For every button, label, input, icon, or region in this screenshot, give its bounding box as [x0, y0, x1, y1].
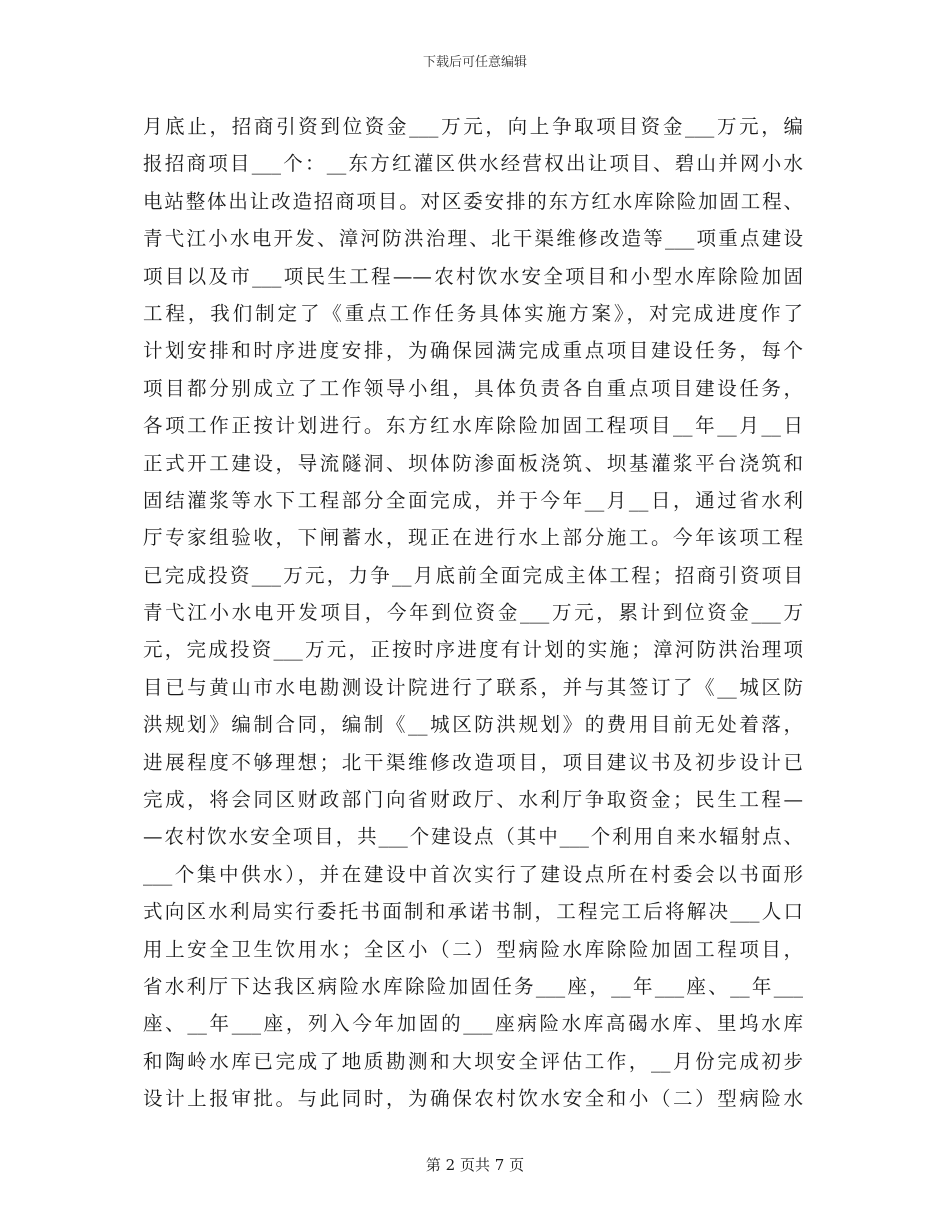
body-line: 洪规划》编制合同，编制《__城区防洪规划》的费用目前无处着落， [143, 713, 803, 737]
body-line: 工程，我们制定了《重点工作任务具体实施方案》，对完成进度作了 [143, 301, 803, 325]
body-line: 报招商项目___个：__东方红灌区供水经营权出让项目、碧山并网小水 [143, 152, 803, 176]
body-line: 项目都分别成立了工作领导小组，具体负责各自重点项目建设任务， [143, 376, 803, 400]
page-number-footer: 第 2 页共 7 页 [425, 1156, 525, 1174]
body-line: 省水利厅下达我区病险水库除险加固任务___座，__年___座、__年___ [143, 974, 803, 998]
document-body [143, 108, 803, 1118]
body-line: 设计上报审批。与此同时，为确保农村饮水安全和小（二）型病险水 [143, 1087, 803, 1111]
body-line: 月底止，招商引资到位资金___万元，向上争取项目资金___万元，编 [143, 115, 803, 138]
body-line: 正式开工建设，导流隧洞、坝体防渗面板浇筑、坝基灌浆平台浇筑和 [143, 451, 803, 475]
body-line: 座、__年___座，列入今年加固的___座病险水库高碣水库、里坞水库 [143, 1012, 803, 1036]
body-line: 青弋江小水电开发项目，今年到位资金___万元，累计到位资金___万 [143, 601, 803, 625]
body-line: 完成，将会同区财政部门向省财政厅、水利厅争取资金；民生工程— [143, 788, 803, 812]
body-line: 已完成投资___万元，力争__月底前全面完成主体工程；招商引资项目 [143, 563, 803, 587]
body-line: 厅专家组验收，下闸蓄水，现正在进行水上部分施工。今年该项工程 [143, 526, 803, 550]
body-line: 和陶岭水库已完成了地质勘测和大坝安全评估工作，__月份完成初步 [143, 1049, 803, 1073]
body-line: ___个集中供水），并在建设中首次实行了建设点所在村委会以书面形 [143, 862, 803, 886]
body-line: 进展程度不够理想；北干渠维修改造项目，项目建议书及初步设计已 [143, 750, 803, 774]
body-line: 电站整体出让改造招商项目。对区委安排的东方红水库除险加固工程、 [143, 189, 803, 213]
body-line: 青弋江小水电开发、漳河防洪治理、北干渠维修改造等___项重点建设 [143, 227, 803, 251]
body-line: 各项工作正按计划进行。东方红水库除险加固工程项目__年__月__日 [143, 414, 803, 438]
body-line: —农村饮水安全项目，共___个建设点（其中___个利用自来水辐射点、 [143, 825, 803, 849]
body-line: 用上安全卫生饮用水；全区小（二）型病险水库除险加固工程项目， [143, 937, 803, 961]
page-header-note: 下载后可任意编辑 [422, 55, 527, 70]
body-line: 元，完成投资___万元，正按时序进度有计划的实施；漳河防洪治理项 [143, 638, 803, 662]
body-line: 固结灌浆等水下工程部分全面完成，并于今年__月__日，通过省水利 [143, 488, 803, 512]
body-line: 项目以及市___项民生工程——农村饮水安全项目和小型水库除险加固 [143, 264, 803, 288]
body-line: 目已与黄山市水电勘测设计院进行了联系，并与其签订了《__城区防 [143, 675, 803, 699]
body-line: 计划安排和时序进度安排，为确保园满完成重点项目建设任务，每个 [143, 339, 803, 363]
body-line: 式向区水利局实行委托书面制和承诺书制，工程完工后将解决___人口 [143, 900, 803, 924]
